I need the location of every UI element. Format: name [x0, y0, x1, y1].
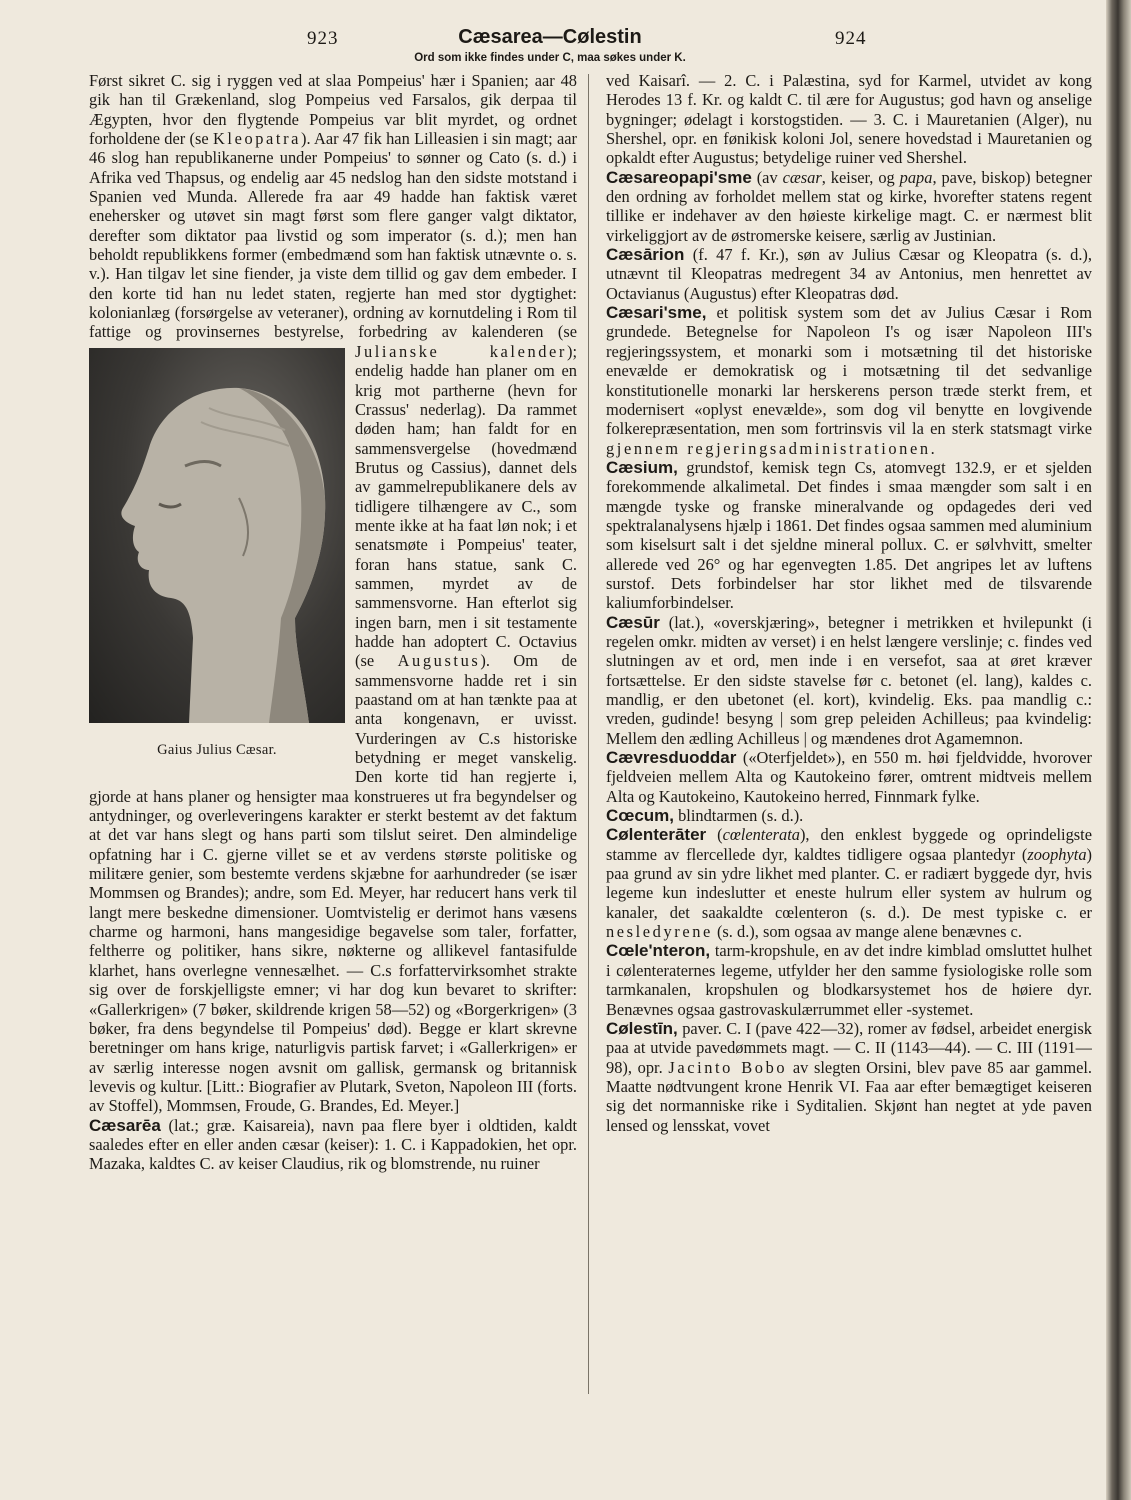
entry-caesium: Cæsium, grundstof, kemisk tegn Cs, atomvegt 132.9, er et sjelden forekommende alkalimetal. Det findes i smaa mængder som salt i en mængde tyske og franske mineralvande og opdagedes deri ved spektralanalysens hjælp i 1861. Det findes ogsaa sammen med aluminium som kiselsurt salt i det sjeldne mineral pollux. C. er sølvhvitt, smelter allerede ved 26° og har egenvegten 1.85. Det angripes let av luftens surstof. Dets forbindelser har stor likhet med de tilsvarende kaliumforbindelser.	[606, 457, 1092, 613]
headword: Cœle'nteron,	[606, 941, 711, 961]
entry-caesur: Cæsūr (lat.), «overskjæring», betegner i metrikken et hvilepunkt (i regelen omkr. midten av verset) i en helst længere verslinje; c. findes ved slutningen av et ord, men inde i en versefot, saa at øret kræver fortsættelse. Er den sidste stavelse før c. betonet (el. lang), kaldes c. mandlig, er den ubetonet (el. kort), kvindelig. Eks. paa mandlig c.: vreden, gudinde! besyng | som grep peleiden Achilleus; paa kvindelig: Mellem den ædling Achilleus | og mændenes drot Agamemnon.	[606, 612, 1092, 748]
entry-coelenteron: Cœle'nteron, tarm-kropshule, en av det indre kimblad omsluttet hulhet i cølenteraternes legeme, utfylder her den samme fysiologiske rolle som tarmkanalen, kropshulen og blodkarsystemet hos de høiere dyr. Benævnes ogsaa gastrovaskulærrummet eller -systemet.	[606, 941, 1092, 1019]
page-number-right: 924	[835, 28, 867, 49]
headword: Cœcum,	[606, 806, 674, 826]
caesarea-continuation: ved Kaisarî. — 2. C. i Palæstina, syd for Karmel, utvidet av kong Herodes 13 f. Kr. og kaldt C. til ære for Augustus; god havn og anselige bygninger; ødelagt i korstogstiden. — 3. C. i Mauretanien (Alger), nu Shershel, opr. en fønikisk koloni Jol, senere hovedstad i Mauretanien og opkaldt efter Augustus; betydelige ruiner ved Shershel.	[606, 71, 1092, 168]
entry-caesareopapisme: Cæsareopapi'sme (av cæsar, keiser, og papa, pave, biskop) betegner den ordning av forholdet mellem stat og kirke, hvorefter statens regent tillike er indehaver av den høieste kirkelige magt. C. er nærmest blit virkeliggjort av de østromerske keisere, særlig av Justinian.	[606, 167, 1092, 245]
caesar-portrait-figure	[89, 348, 345, 772]
page-edge-shadow	[1106, 0, 1131, 1500]
entry-coelenterater: Cølenterāter (cœlenterata), den enklest byggede og oprindeligste stamme av flercellede dyr, kaldtes tidligere ogsaa plantedyr (zoophyta) paa grund av sin ydre likhet med planter. C. er radiært byggede dyr, hvis legeme kun indeslutter et eneste hulrum eller system av hulrum og kanaler, det saakaldte cœlenteron (s. d.). De mest typiske c. er nesledyrene (s. d.), som ogsaa av mange alene benævnes c.	[606, 825, 1092, 942]
page-header	[0, 28, 1100, 52]
headword: Cæsārion	[606, 245, 685, 265]
bust-illustration	[89, 348, 345, 723]
entry-caesarea: Cæsarēa (lat.; græ. Kaisareia), navn paa flere byer i oldtiden, kaldt saaledes efter en eller anden cæsar (keiser): 1. C. i Kappadokien, het opr. Mazaka, kaldtes C. av keiser Claudius, rik og blomstrende, nu ruiner	[89, 1115, 577, 1174]
headword: Cølestīn,	[606, 1018, 678, 1038]
entry-caesarion: Cæsārion (f. 47 f. Kr.), søn av Julius Cæsar og Kleopatra (s. d.), utnævnt til Kleopatras medregent 34 av Antonius, men henrettet av Octavianus (Augustus) efter Kleopatras død.	[606, 245, 1092, 303]
running-title: Cæsarea—Cølestin	[458, 26, 642, 48]
column-divider	[588, 74, 589, 1394]
header-note: Ord som ikke findes under C, maa søkes under K.	[414, 52, 686, 64]
headword: Cæsari'sme,	[606, 303, 707, 323]
page-number-left: 923	[307, 28, 339, 49]
figure-caption: Gaius Julius Cæsar.	[157, 741, 277, 758]
entry-coelestin: Cølestīn, paver. C. I (pave 422—32), romer av fødsel, arbeidet energisk paa at utvide pavedømmets magt. — C. II (1143—44). — C. III (1191—98), opr. Jacinto Bobo av slegten Orsini, blev pave 85 aar gammel. Maatte nødtvungent krone Henrik VI. Faa aar efter bemægtiget keiseren sig det normanniske rike i Syditalien. Skjønt han negtet at yde paven lensed og lensskat, vovet	[606, 1018, 1092, 1135]
entry-caevresduoddar: Cævresduoddar («Oterfjeldet»), en 550 m. høi fjeldvidde, hvorover fjeldveien mellem Alta og Kautokeino fører, omtrent midtveis mellem Alta og Kautokeino, Kautokeino herred, Finnmark fylke.	[606, 748, 1092, 806]
left-column	[89, 71, 577, 1452]
headword: Cævresduoddar	[606, 748, 737, 768]
entry-caesarisme: Cæsari'sme, et politisk system som det av Julius Cæsar i Rom grundede. Betegnelse for Napoleon I's og især Napoleon III's regjeringssystem, et monarki som i motsætning til det historiske enevælde er demokratisk og i motsætning til det sedvanlige konstitutionelle monarki lar herskerens person træde sterkt frem, et modernisert «oplyst enevælde», som dog vil benytte en lovgivende folkerepræsentation, men som fortrinsvis vil la en sterk statsmagt virke gjennem regjeringsadministrationen.	[606, 303, 1092, 458]
headword: Cæsarēa	[89, 1115, 161, 1135]
headword: Cølenterāter	[606, 825, 707, 845]
right-column	[606, 71, 1092, 1452]
caesar-article-text: Først sikret C. sig i ryggen ved at slaa Pompeius' hær i Spanien; aar 48 gik han til Grækenland, slog Pompeius ved Farsalos, gik derpaa til Ægypten, hvor den flygtende Pompeius var blit myrdet, og ordnet forholdene der (se Kleopatra). Aar 47 fik han Lilleasien i sin magt; aar 46 slog han republikanerne under Pompeius' to sønner og Cato (s. d.) i Afrika ved Thapsus, og endelig aar 45 nedslog han den sidste motstand i Spanien ved Munda. Allerede fra aar 49 hadde han faktisk været enehersker og utøvet sin magt først som flere ganger valgt diktator, derefter som diktator paa livstid og som imperator (s. d.); men han beholdt republikkens former (embedmænd som han faktisk utnævnte o. s. v.). Han tilgav let sine fiender, ja viste dem tillid og gav dem embeder. I den korte tid han nu ledet staten, regjerte han med stor dygtighet: kolonianlæg (forsørgelse av veteraner), ordning av kornutdeling i Rom til fattige og provinsernes bestyrelse, forbedring av kalenderen (se Julianske kalender Gaius Julius Cæsar. ); endelig hadde han planer om en krig mot partherne (hevn for Crassus' nederlag). Da rammet døden ham; han faldt for en sammensvergelse (hovedmænd Brutus og Cassius), dannet dels av gammelrepublikanere dels av tidligere tilhængere av C., som mente ikke at ha faat løn nok; i et senatsmøte i Pompeius' teater, foran hans statue, sank C. sammen, myrdet av de sammensvorne. Han efterlot sig ingen barn, men i sit testamente hadde han adoptert C. Octavius (se Augustus). Om de sammensvorne hadde ret i sin paastand om at han tænkte paa at anta kongenavn, er uvisst. Vurderingen av C.s historiske betydning er meget vanskelig. Den korte tid han regjerte i, gjorde at hans planer og hensigter maa konstrueres ut fra begyndelser og antydninger, og overleveringens karakter er sterkt bestemt av det faktum at det var hans slegt og hans parti som tilslut seiret. Den almindelige opfatning har i C. gjerne villet se et av verdens største politiske og militære genier, som bestemte verdens skjæbne for aarhundreder (se især Mommsen og Brandes); andre, som Ed. Meyer, har reducert hans verk til langt mere beskedne dimensioner. Uomtvistelig er derimot hans væsens charme og harmoni, hans mangesidige begavelse som taler, forfatter, feltherre og politiker, hans sikre, nøkterne og allikevel fantasifulde klarhet, hans overlegne vennesælhet. — C.s forfattervirksomhet strakte sig over de forskjelligste emner; vi har dog kun bevaret to skrifter: «Gallerkrigen» (7 bøker, skildrende krigen 58—52) og «Borgerkrigen» (3 bøker, fra dens begyndelse til Pompeius' død). Begge er klart skrevne beretninger om hans krige, naturligvis partisk farvet; i «Gallerkrigen» er av særlig interesse nogen avsnit om gallisk, germansk og britannisk levevis og kultur. [Litt.: Biografier av Plutark, Sveton, Napoleon III (forts. av Stoffel), Mommsen, Froude, G. Brandes, Ed. Meyer.]	[89, 71, 577, 1116]
headword: Cæsareopapi'sme	[606, 167, 752, 187]
entry-coecum: Cœcum, blindtarmen (s. d.).	[606, 806, 804, 826]
headword: Cæsium,	[606, 457, 678, 477]
headword: Cæsūr	[606, 612, 660, 632]
portrait-bust-image	[89, 348, 345, 723]
